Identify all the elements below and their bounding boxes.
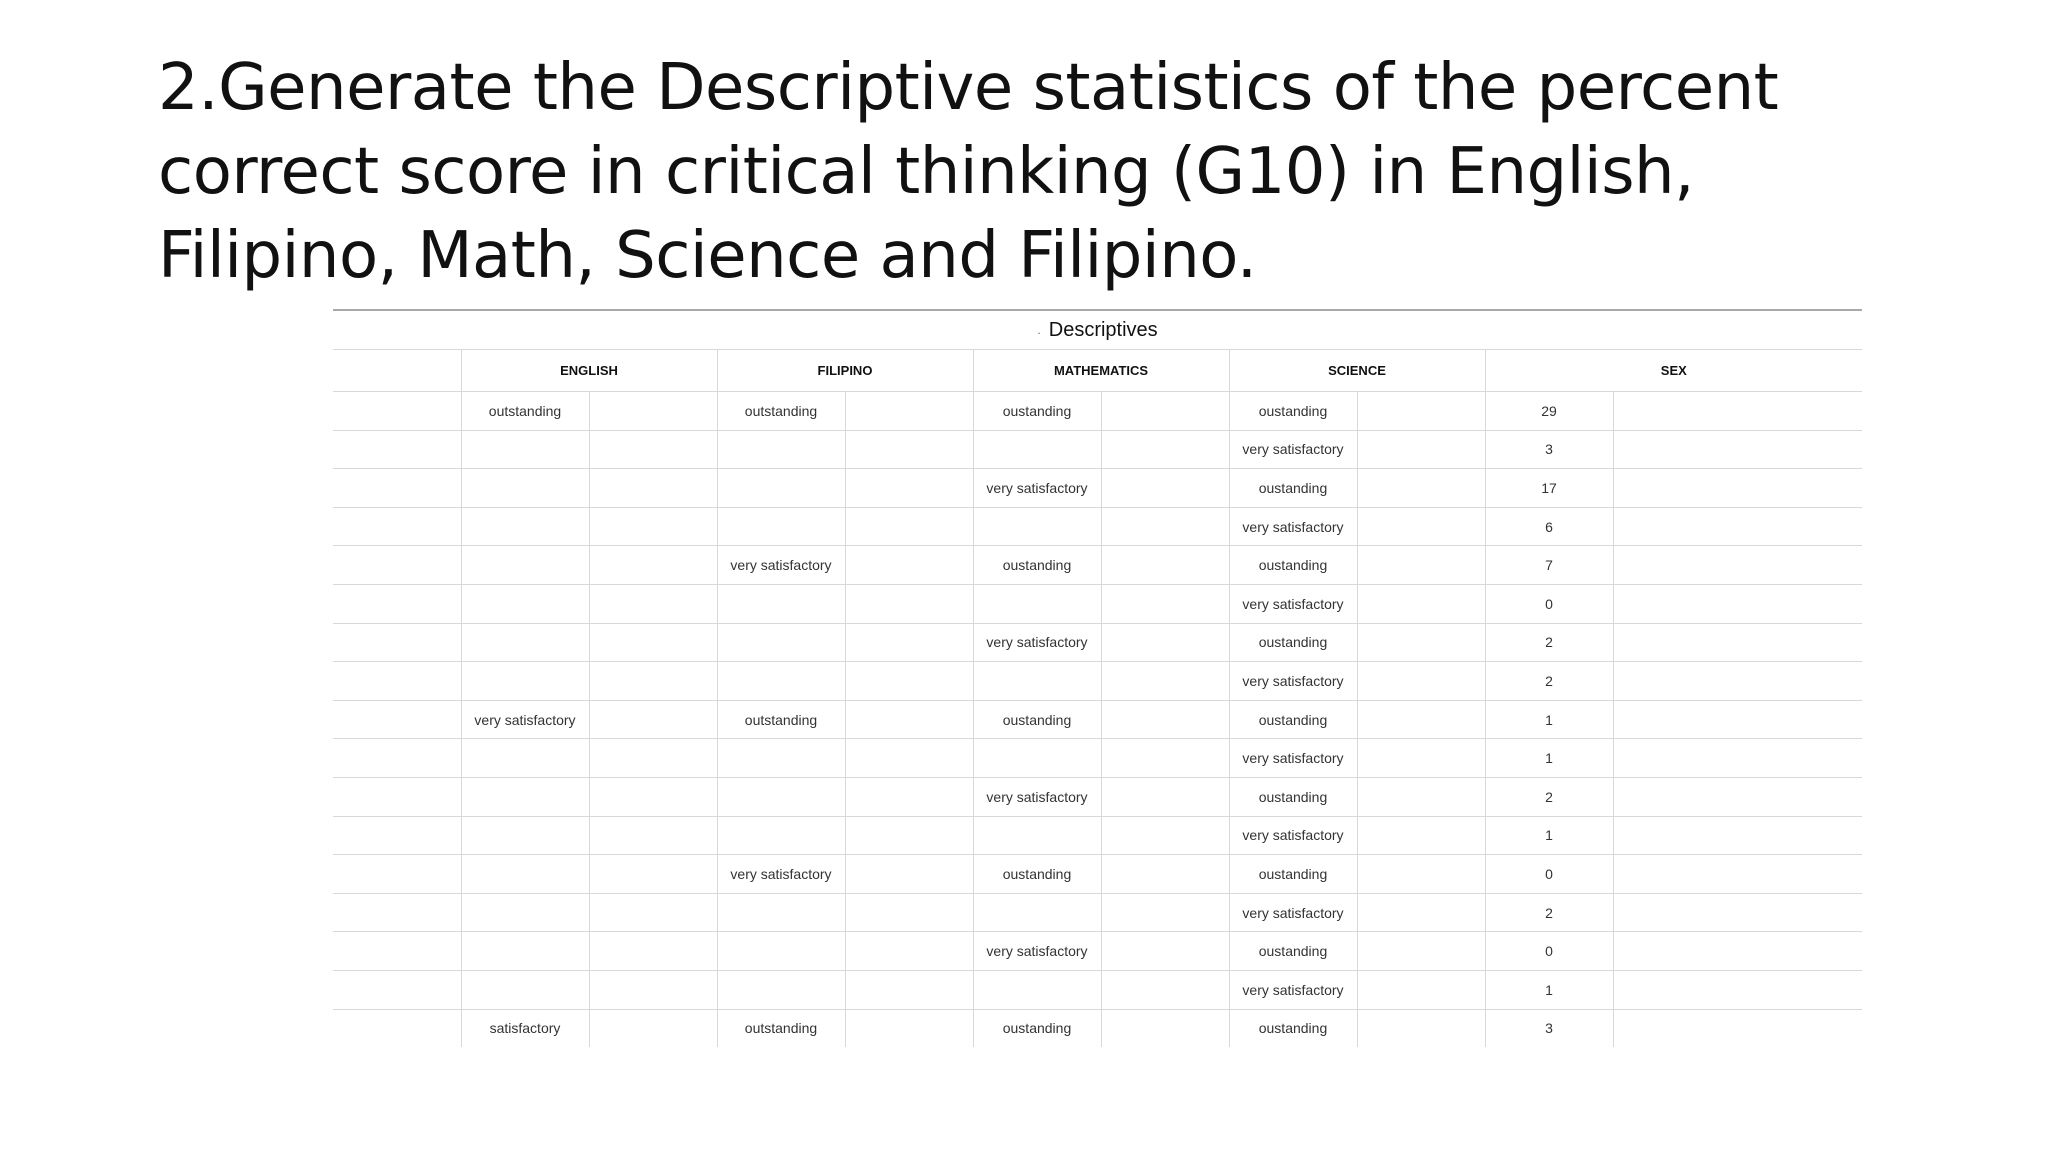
cell-english: [461, 430, 589, 469]
cell-science: very satisfactory: [1229, 816, 1357, 855]
cell-mathematics: oustanding: [973, 855, 1101, 894]
cell-science-extra: [1357, 469, 1485, 508]
cell-english: [461, 507, 589, 546]
cell-english-extra: [589, 700, 717, 739]
cell-mathematics: very satisfactory: [973, 777, 1101, 816]
cell-science: oustanding: [1229, 932, 1357, 971]
table-row: [333, 970, 1862, 1009]
cell-english: [461, 970, 589, 1009]
cell-science: very satisfactory: [1229, 507, 1357, 546]
cell-filipino-extra: [845, 546, 973, 585]
cell-sex: 1: [1485, 739, 1613, 778]
cell-filipino-extra: [845, 584, 973, 623]
cell-filipino-extra: [845, 700, 973, 739]
header-blank: [333, 350, 461, 392]
cell-filipino-extra: [845, 469, 973, 508]
cell-sex-extra: [1613, 739, 1862, 778]
cell-mathematics-extra: [1101, 893, 1229, 932]
cell-mathematics-extra: [1101, 507, 1229, 546]
cell-science-extra: [1357, 893, 1485, 932]
cell-sex: 17: [1485, 469, 1613, 508]
table-row: [333, 932, 1862, 971]
cell-science: very satisfactory: [1229, 430, 1357, 469]
cell-english-extra: [589, 932, 717, 971]
cell-science: oustanding: [1229, 546, 1357, 585]
table-row: [333, 1009, 1862, 1047]
header-filipino: FILIPINO: [717, 350, 973, 392]
cell-mathematics-extra: [1101, 739, 1229, 778]
cell-mathematics-extra: [1101, 546, 1229, 585]
cell-sex-extra: [1613, 700, 1862, 739]
cell-english: [461, 855, 589, 894]
cell-mathematics: [973, 584, 1101, 623]
cell-english: [461, 469, 589, 508]
header-mathematics: MATHEMATICS: [973, 350, 1229, 392]
row-stub: [333, 739, 461, 778]
cell-sex-extra: [1613, 662, 1862, 701]
cell-sex-extra: [1613, 855, 1862, 894]
cell-science-extra: [1357, 932, 1485, 971]
cell-sex: 6: [1485, 507, 1613, 546]
cell-english-extra: [589, 1009, 717, 1047]
cell-mathematics: [973, 739, 1101, 778]
cell-english-extra: [589, 893, 717, 932]
cell-english-extra: [589, 855, 717, 894]
row-stub: [333, 430, 461, 469]
row-stub: [333, 970, 461, 1009]
cell-science: very satisfactory: [1229, 893, 1357, 932]
cell-science-extra: [1357, 662, 1485, 701]
row-stub: [333, 546, 461, 585]
table-row: [333, 893, 1862, 932]
cell-english: [461, 893, 589, 932]
cell-sex: 0: [1485, 584, 1613, 623]
table-row: [333, 739, 1862, 778]
table-title: [333, 310, 1862, 350]
descriptives-table: [333, 309, 1862, 1047]
cell-mathematics-extra: [1101, 777, 1229, 816]
table-title-row: [333, 310, 1862, 350]
cell-filipino: [717, 469, 845, 508]
cell-science: oustanding: [1229, 469, 1357, 508]
cell-mathematics: oustanding: [973, 392, 1101, 431]
row-stub: [333, 816, 461, 855]
cell-sex-extra: [1613, 893, 1862, 932]
cell-sex: 29: [1485, 392, 1613, 431]
cell-filipino: [717, 623, 845, 662]
header-science: SCIENCE: [1229, 350, 1485, 392]
cell-english: [461, 739, 589, 778]
descriptives-table-container: [333, 309, 1734, 1051]
cell-science: oustanding: [1229, 777, 1357, 816]
cell-mathematics: oustanding: [973, 700, 1101, 739]
table-row: [333, 430, 1862, 469]
table-row: [333, 777, 1862, 816]
cell-english-extra: [589, 739, 717, 778]
cell-mathematics: [973, 893, 1101, 932]
cell-sex: 7: [1485, 546, 1613, 585]
cell-filipino-extra: [845, 1009, 973, 1047]
cell-sex: 3: [1485, 430, 1613, 469]
cell-science-extra: [1357, 584, 1485, 623]
cell-sex: 3: [1485, 1009, 1613, 1047]
cell-mathematics-extra: [1101, 469, 1229, 508]
cell-sex: 1: [1485, 700, 1613, 739]
row-stub: [333, 932, 461, 971]
cell-science-extra: [1357, 430, 1485, 469]
cell-science: oustanding: [1229, 392, 1357, 431]
cell-sex-extra: [1613, 932, 1862, 971]
row-stub: [333, 469, 461, 508]
cell-english-extra: [589, 584, 717, 623]
cell-filipino-extra: [845, 662, 973, 701]
cell-mathematics: very satisfactory: [973, 469, 1101, 508]
cell-filipino: [717, 507, 845, 546]
cell-english-extra: [589, 662, 717, 701]
cell-sex: 2: [1485, 893, 1613, 932]
cell-sex-extra: [1613, 1009, 1862, 1047]
cell-mathematics: [973, 970, 1101, 1009]
cell-filipino: [717, 816, 845, 855]
cell-science-extra: [1357, 623, 1485, 662]
cell-english: [461, 777, 589, 816]
cell-mathematics: very satisfactory: [973, 623, 1101, 662]
cell-science-extra: [1357, 970, 1485, 1009]
cell-english-extra: [589, 392, 717, 431]
cell-sex: 1: [1485, 816, 1613, 855]
row-stub: [333, 855, 461, 894]
cell-filipino: [717, 777, 845, 816]
cell-english-extra: [589, 469, 717, 508]
row-stub: [333, 507, 461, 546]
cell-sex: 1: [1485, 970, 1613, 1009]
cell-filipino: [717, 584, 845, 623]
cell-science-extra: [1357, 739, 1485, 778]
title-marker: .: [1037, 323, 1041, 338]
cell-science-extra: [1357, 777, 1485, 816]
cell-science-extra: [1357, 700, 1485, 739]
cell-filipino: [717, 430, 845, 469]
table-row: [333, 623, 1862, 662]
table-row: [333, 584, 1862, 623]
cell-english: very satisfactory: [461, 700, 589, 739]
cell-mathematics-extra: [1101, 855, 1229, 894]
cell-filipino: outstanding: [717, 392, 845, 431]
table-title-text: Descriptives: [1048, 318, 1158, 341]
cell-science-extra: [1357, 392, 1485, 431]
cell-mathematics-extra: [1101, 623, 1229, 662]
cell-science: very satisfactory: [1229, 739, 1357, 778]
cell-sex: 2: [1485, 662, 1613, 701]
cell-mathematics-extra: [1101, 932, 1229, 971]
cell-filipino: very satisfactory: [717, 855, 845, 894]
cell-english-extra: [589, 816, 717, 855]
cell-mathematics-extra: [1101, 584, 1229, 623]
cell-sex-extra: [1613, 777, 1862, 816]
cell-english: [461, 932, 589, 971]
cell-filipino-extra: [845, 623, 973, 662]
cell-mathematics-extra: [1101, 430, 1229, 469]
cell-mathematics: oustanding: [973, 546, 1101, 585]
table-row: [333, 546, 1862, 585]
cell-english-extra: [589, 546, 717, 585]
cell-science-extra: [1357, 546, 1485, 585]
cell-filipino: [717, 893, 845, 932]
cell-filipino: [717, 739, 845, 778]
cell-mathematics: [973, 816, 1101, 855]
cell-english: [461, 546, 589, 585]
cell-filipino-extra: [845, 507, 973, 546]
cell-mathematics-extra: [1101, 816, 1229, 855]
cell-sex: 2: [1485, 623, 1613, 662]
cell-mathematics: [973, 430, 1101, 469]
cell-sex: 2: [1485, 777, 1613, 816]
table-row: [333, 662, 1862, 701]
cell-english: [461, 584, 589, 623]
cell-filipino-extra: [845, 739, 973, 778]
cell-mathematics-extra: [1101, 700, 1229, 739]
cell-sex-extra: [1613, 507, 1862, 546]
cell-science-extra: [1357, 1009, 1485, 1047]
cell-english-extra: [589, 623, 717, 662]
cell-english-extra: [589, 507, 717, 546]
table-row: [333, 507, 1862, 546]
cell-english-extra: [589, 777, 717, 816]
cell-mathematics-extra: [1101, 662, 1229, 701]
cell-science: oustanding: [1229, 1009, 1357, 1047]
cell-filipino-extra: [845, 392, 973, 431]
cell-filipino-extra: [845, 893, 973, 932]
row-stub: [333, 893, 461, 932]
cell-mathematics-extra: [1101, 1009, 1229, 1047]
table-row: [333, 816, 1862, 855]
row-stub: [333, 777, 461, 816]
cell-filipino: outstanding: [717, 1009, 845, 1047]
header-row: [333, 350, 1862, 392]
row-stub: [333, 662, 461, 701]
cell-filipino: [717, 970, 845, 1009]
cell-mathematics: [973, 507, 1101, 546]
header-sex: SEX: [1485, 350, 1862, 392]
cell-science: very satisfactory: [1229, 584, 1357, 623]
cell-filipino-extra: [845, 816, 973, 855]
row-stub: [333, 700, 461, 739]
cell-filipino-extra: [845, 855, 973, 894]
cell-sex-extra: [1613, 546, 1862, 585]
cell-science-extra: [1357, 816, 1485, 855]
cell-sex-extra: [1613, 970, 1862, 1009]
cell-english: satisfactory: [461, 1009, 589, 1047]
cell-filipino: [717, 662, 845, 701]
cell-science: very satisfactory: [1229, 970, 1357, 1009]
cell-sex: 0: [1485, 932, 1613, 971]
table-row: [333, 469, 1862, 508]
cell-english: [461, 623, 589, 662]
header-english: ENGLISH: [461, 350, 717, 392]
cell-filipino-extra: [845, 430, 973, 469]
cell-sex-extra: [1613, 623, 1862, 662]
cell-filipino-extra: [845, 932, 973, 971]
cell-sex-extra: [1613, 816, 1862, 855]
table-row: [333, 855, 1862, 894]
cell-mathematics: oustanding: [973, 1009, 1101, 1047]
cell-science: very satisfactory: [1229, 662, 1357, 701]
cell-science-extra: [1357, 507, 1485, 546]
cell-mathematics: [973, 662, 1101, 701]
cell-science: oustanding: [1229, 623, 1357, 662]
row-stub: [333, 392, 461, 431]
slide-title: 2.Generate the Descriptive statistics of the percent correct score in critical thinking (G10) in English, Filipino, Math, Science and Filipino.: [158, 51, 1779, 293]
cell-english: outstanding: [461, 392, 589, 431]
cell-sex-extra: [1613, 430, 1862, 469]
cell-sex-extra: [1613, 469, 1862, 508]
cell-filipino: outstanding: [717, 700, 845, 739]
cell-sex-extra: [1613, 392, 1862, 431]
cell-mathematics-extra: [1101, 970, 1229, 1009]
cell-filipino: [717, 932, 845, 971]
cell-sex: 0: [1485, 855, 1613, 894]
cell-science: oustanding: [1229, 700, 1357, 739]
cell-english-extra: [589, 970, 717, 1009]
cell-science-extra: [1357, 855, 1485, 894]
row-stub: [333, 584, 461, 623]
cell-mathematics: very satisfactory: [973, 932, 1101, 971]
row-stub: [333, 1009, 461, 1047]
row-stub: [333, 623, 461, 662]
cell-mathematics-extra: [1101, 392, 1229, 431]
cell-filipino-extra: [845, 970, 973, 1009]
cell-english: [461, 816, 589, 855]
table-row: [333, 392, 1862, 431]
cell-filipino: very satisfactory: [717, 546, 845, 585]
cell-english: [461, 662, 589, 701]
table-row: [333, 700, 1862, 739]
cell-filipino-extra: [845, 777, 973, 816]
cell-sex-extra: [1613, 584, 1862, 623]
cell-english-extra: [589, 430, 717, 469]
cell-science: oustanding: [1229, 855, 1357, 894]
